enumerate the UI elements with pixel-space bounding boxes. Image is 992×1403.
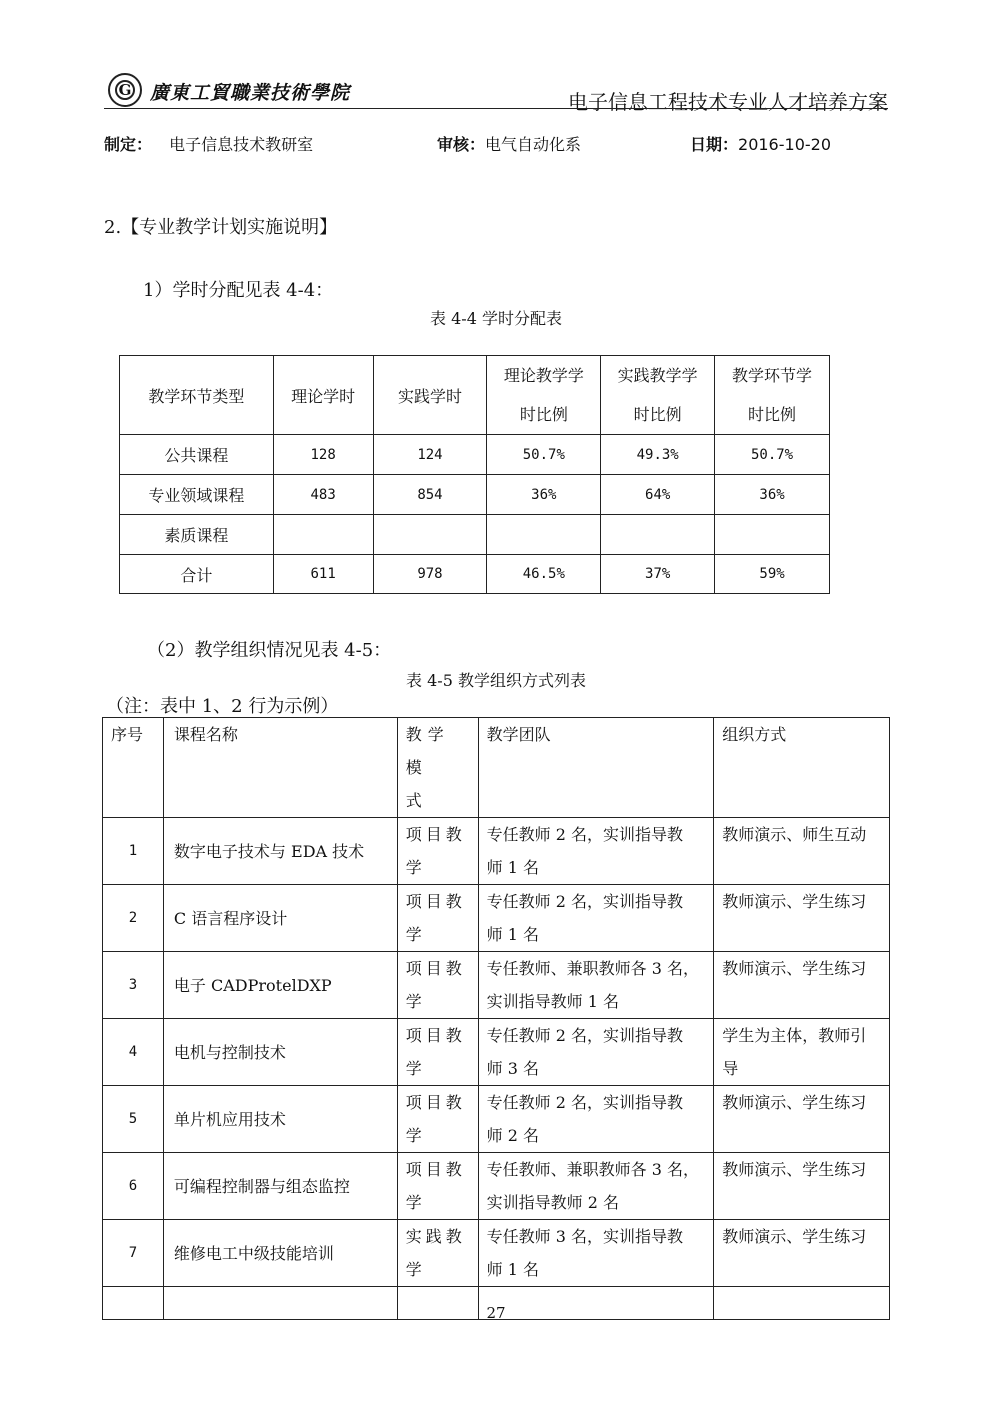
teaching-organization-table: [102, 717, 890, 1320]
teaching-team: 专任教师、兼职教师各 3 名， 实训指导教师 1 名: [478, 952, 714, 1019]
table-cell: 36%: [487, 475, 601, 515]
review-value: 电气自动化系: [485, 135, 582, 154]
table-cell: 128: [273, 435, 373, 475]
table-cell: [487, 515, 601, 555]
header-cell: 理论学时: [273, 356, 373, 435]
row-label: 素质课程: [120, 515, 274, 555]
teaching-mode: 项目教 学: [397, 1019, 478, 1086]
table-4-4-caption: 表 4-4 学时分配表: [430, 309, 562, 328]
header-cell: 实践教学学 时比例: [601, 356, 715, 435]
document-title: 电子信息工程技术专业人才培养方案: [568, 90, 888, 114]
teaching-team: 专任教师 2 名，实训指导教 师 3 名: [478, 1019, 714, 1086]
row-index: 4: [103, 1019, 164, 1086]
meta-made: [104, 132, 313, 155]
header-cell: 教学环节类型: [120, 356, 274, 435]
course-name: 电子 CADProtelDXP: [163, 952, 397, 1019]
table-row: [103, 952, 890, 1019]
logo-letter: G: [118, 81, 132, 99]
course-name: C 语言程序设计: [163, 885, 397, 952]
table-cell: [373, 515, 487, 555]
organization-method: 教师演示、学生练习: [714, 885, 890, 952]
header-cell: 教学团队: [478, 718, 714, 818]
teaching-team: 专任教师 2 名，实训指导教 师 2 名: [478, 1086, 714, 1153]
table-cell: 978: [373, 555, 487, 594]
header-cell: 序号: [103, 718, 164, 818]
teaching-mode: 项目教 学: [397, 952, 478, 1019]
table-cell: 483: [273, 475, 373, 515]
table-cell: 37%: [601, 555, 715, 594]
table-row: [120, 475, 830, 515]
row-index: 1: [103, 818, 164, 885]
school-logo-icon: [108, 73, 142, 107]
table-cell: [715, 515, 830, 555]
review-label: 审核：: [437, 135, 486, 154]
table-4-5-caption: 表 4-5 教学组织方式列表: [406, 671, 586, 690]
table-row-total: [120, 555, 830, 594]
table-row: [120, 515, 830, 555]
meta-date: [690, 132, 831, 155]
teaching-mode: 项目教 学: [397, 818, 478, 885]
table-cell: 46.5%: [487, 555, 601, 594]
header-cell: 实践学时: [373, 356, 487, 435]
table-row: [103, 1086, 890, 1153]
table-row: [103, 1220, 890, 1287]
row-index: 3: [103, 952, 164, 1019]
row-index: 6: [103, 1153, 164, 1220]
table-cell: 49.3%: [601, 435, 715, 475]
table-cell: 611: [273, 555, 373, 594]
made-value: 电子信息技术教研室: [169, 135, 314, 154]
header-divider: [104, 108, 888, 109]
table-cell: 124: [373, 435, 487, 475]
organization-method: 教师演示、师生互动: [714, 818, 890, 885]
teaching-team: 专任教师 2 名，实训指导教 师 1 名: [478, 818, 714, 885]
section-heading: 2.【专业教学计划实施说明】: [104, 217, 338, 238]
course-name: 可编程控制器与组态监控: [163, 1153, 397, 1220]
table-row: [103, 1019, 890, 1086]
table-cell: 36%: [715, 475, 830, 515]
table-cell: 59%: [715, 555, 830, 594]
table-row: [120, 435, 830, 475]
course-name: 维修电工中级技能培训: [163, 1220, 397, 1287]
teaching-team: 专任教师、兼职教师各 3 名， 实训指导教师 2 名: [478, 1153, 714, 1220]
table-row: [103, 885, 890, 952]
header-cell: 组织方式: [714, 718, 890, 818]
table-header-row: [103, 718, 890, 818]
table-cell: 50.7%: [715, 435, 830, 475]
row-label: 专业领域课程: [120, 475, 274, 515]
school-name: 廣東工貿職業技術學院: [150, 82, 351, 104]
table-cell: 64%: [601, 475, 715, 515]
subheading-organization: （2）教学组织情况见表 4-5：: [147, 640, 392, 661]
teaching-mode: 项目教 学: [397, 885, 478, 952]
header-cell: 教学环节学 时比例: [715, 356, 830, 435]
teaching-mode: 实践教 学: [397, 1220, 478, 1287]
organization-method: 教师演示、学生练习: [714, 1220, 890, 1287]
organization-method: 学生为主体，教师引 导: [714, 1019, 890, 1086]
table-cell: [601, 515, 715, 555]
teaching-mode: 项目教 学: [397, 1086, 478, 1153]
table-cell: [273, 515, 373, 555]
header-cell: 教学模 式: [397, 718, 478, 818]
teaching-team: 专任教师 3 名，实训指导教 师 1 名: [478, 1220, 714, 1287]
row-index: 5: [103, 1086, 164, 1153]
table-row: [103, 1153, 890, 1220]
table-note: （注：表中 1、2 行为示例）: [106, 696, 339, 717]
course-name: 单片机应用技术: [163, 1086, 397, 1153]
page-number: 27: [486, 1304, 506, 1322]
teaching-mode: 项目教 学: [397, 1153, 478, 1220]
header-cell: 理论教学学 时比例: [487, 356, 601, 435]
row-index: 7: [103, 1220, 164, 1287]
hours-allocation-table: [119, 355, 830, 594]
date-value: 2016-10-20: [738, 135, 831, 154]
table-cell: 50.7%: [487, 435, 601, 475]
course-name: 数字电子技术与 EDA 技术: [163, 818, 397, 885]
subheading-hours: 1）学时分配见表 4-4：: [143, 280, 334, 301]
meta-review: [437, 132, 581, 155]
made-label: 制定：: [104, 135, 153, 154]
date-label: 日期：: [690, 135, 739, 154]
course-name: 电机与控制技术: [163, 1019, 397, 1086]
row-label: 公共课程: [120, 435, 274, 475]
table-row: [103, 818, 890, 885]
organization-method: 教师演示、学生练习: [714, 1086, 890, 1153]
table-cell: 854: [373, 475, 487, 515]
organization-method: 教师演示、学生练习: [714, 1153, 890, 1220]
table-header-row: [120, 356, 830, 435]
teaching-team: 专任教师 2 名，实训指导教 师 1 名: [478, 885, 714, 952]
organization-method: 教师演示、学生练习: [714, 952, 890, 1019]
header-cell: 课程名称: [163, 718, 397, 818]
row-label: 合计: [120, 555, 274, 594]
row-index: 2: [103, 885, 164, 952]
